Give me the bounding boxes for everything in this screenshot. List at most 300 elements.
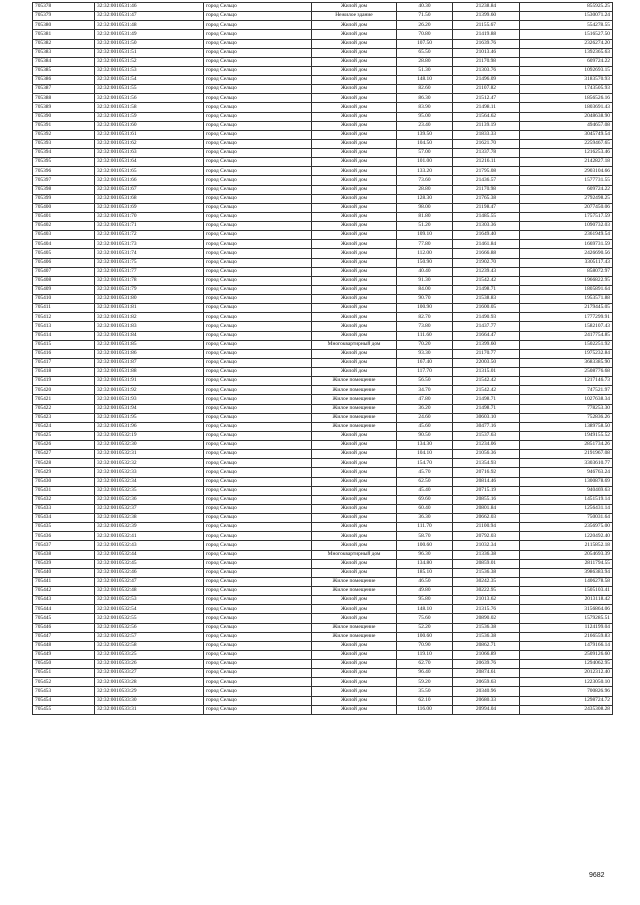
row-number-cell: 705420 [33, 386, 95, 395]
unit-value-cell: 21498.71 [453, 404, 520, 413]
unit-value-cell: 21234.06 [453, 441, 520, 450]
area-cell: 34.70 [397, 386, 453, 395]
area-cell: 96.30 [397, 550, 453, 559]
cadastral-value-cell: 2142827.18 [520, 158, 613, 167]
cadastral-number-cell: 32:32:0010531:74 [95, 249, 204, 258]
locality-cell: город Сельцо [204, 614, 312, 623]
cadastral-value-cell: 2326274.20 [520, 39, 613, 48]
unit-value-cell: 20639.76 [453, 660, 520, 669]
unit-value-cell: 20662.03 [453, 514, 520, 523]
object-type-cell: Жилой дом [312, 103, 397, 112]
area-cell: 128.30 [397, 194, 453, 203]
cadastral-value-cell: 778253.30 [520, 404, 613, 413]
object-type-cell: Жилой дом [312, 30, 397, 39]
object-type-cell: Жилой дом [312, 349, 397, 358]
unit-value-cell: 21436.57 [453, 176, 520, 185]
table-row [33, 285, 613, 294]
row-number-cell: 705435 [33, 523, 95, 532]
area-cell: 107.50 [397, 39, 453, 48]
object-type-cell: Жилое помещение [312, 623, 397, 632]
row-number-cell: 705391 [33, 121, 95, 130]
table-row [33, 377, 613, 386]
cadastral-value-cell: 1953571.88 [520, 295, 613, 304]
unit-value-cell: 21315.76 [453, 605, 520, 614]
cadastral-number-cell: 32:32:0010531:83 [95, 322, 204, 331]
cadastral-value-cell: 2012312.40 [520, 669, 613, 678]
object-type-cell: Жилой дом [312, 431, 397, 440]
table-row [33, 176, 613, 185]
cadastral-number-cell: 32:32:0010533:30 [95, 696, 204, 705]
cadastral-value-cell: 1220492.40 [520, 532, 613, 541]
area-cell: 26.20 [397, 21, 453, 30]
locality-cell: город Сельцо [204, 48, 312, 57]
object-type-cell: Жилой дом [312, 486, 397, 495]
row-number-cell: 705416 [33, 349, 95, 358]
unit-value-cell: 21795.08 [453, 167, 520, 176]
table-row [33, 295, 613, 304]
row-number-cell: 705428 [33, 459, 95, 468]
cadastral-value-cell: 700826.96 [520, 687, 613, 696]
unit-value-cell: 21496.09 [453, 76, 520, 85]
unit-value-cell: 21666.88 [453, 249, 520, 258]
unit-value-cell: 20890.02 [453, 614, 520, 623]
cadastral-value-cell: 946763.24 [520, 468, 613, 477]
unit-value-cell: 21032.34 [453, 541, 520, 550]
table-row [33, 249, 613, 258]
cadastral-number-cell: 32:32:0010531:87 [95, 358, 204, 367]
locality-cell: город Сельцо [204, 212, 312, 221]
object-type-cell: Жилой дом [312, 231, 397, 240]
area-cell: 46.50 [397, 577, 453, 586]
object-type-cell: Жилой дом [312, 194, 397, 203]
object-type-cell: Жилой дом [312, 504, 397, 513]
table-row [33, 495, 613, 504]
unit-value-cell: 21336.38 [453, 550, 520, 559]
cadastral-value-cell: 1451519.14 [520, 495, 613, 504]
table-row [33, 21, 613, 30]
table-row [33, 3, 613, 12]
cadastral-value-cell: 609724.22 [520, 57, 613, 66]
object-type-cell: Жилой дом [312, 139, 397, 148]
cadastral-number-cell: 32:32:0010531:73 [95, 240, 204, 249]
row-number-cell: 705384 [33, 57, 95, 66]
locality-cell: город Сельцо [204, 203, 312, 212]
locality-cell: город Сельцо [204, 650, 312, 659]
cadastral-value-cell: 1949155.52 [520, 431, 613, 440]
object-type-cell: Жилой дом [312, 57, 397, 66]
unit-value-cell: 30477.16 [453, 422, 520, 431]
cadastral-number-cell: 32:32:0010531:81 [95, 304, 204, 313]
locality-cell: город Сельцо [204, 130, 312, 139]
cadastral-value-cell: 2508776.68 [520, 368, 613, 377]
unit-value-cell: 21649.40 [453, 231, 520, 240]
table-row [33, 94, 613, 103]
cadastral-value-cell: 1223050.10 [520, 678, 613, 687]
cadastral-number-cell: 32:32:0010532:19 [95, 431, 204, 440]
locality-cell: город Сельцо [204, 660, 312, 669]
locality-cell: город Сельцо [204, 395, 312, 404]
table-row [33, 532, 613, 541]
row-number-cell: 705412 [33, 313, 95, 322]
object-type-cell: Жилое помещение [312, 632, 397, 641]
table-row [33, 468, 613, 477]
area-cell: 98.00 [397, 203, 453, 212]
locality-cell: город Сельцо [204, 550, 312, 559]
cadastral-number-cell: 32:32:0010532:48 [95, 587, 204, 596]
unit-value-cell: 21198.47 [453, 203, 520, 212]
locality-cell: город Сельцо [204, 450, 312, 459]
row-number-cell: 705380 [33, 21, 95, 30]
cadastral-value-cell: 2115852.18 [520, 541, 613, 550]
row-number-cell: 705430 [33, 477, 95, 486]
locality-cell: город Сельцо [204, 285, 312, 294]
cadastral-number-cell: 32:32:0010531:54 [95, 76, 204, 85]
table-row [33, 103, 613, 112]
object-type-cell: Жилой дом [312, 605, 397, 614]
cadastral-number-cell: 32:32:0010532:47 [95, 577, 204, 586]
area-cell: 167.40 [397, 358, 453, 367]
unit-value-cell: 21564.62 [453, 112, 520, 121]
cadastral-number-cell: 32:32:0010531:51 [95, 48, 204, 57]
table-row [33, 39, 613, 48]
cadastral-number-cell: 32:32:0010533:26 [95, 660, 204, 669]
cadastral-value-cell: 2361949.54 [520, 231, 613, 240]
unit-value-cell: 21066.89 [453, 650, 520, 659]
object-type-cell: Жилой дом [312, 596, 397, 605]
table-row [33, 30, 613, 39]
object-type-cell: Жилой дом [312, 130, 397, 139]
table-row [33, 705, 613, 714]
cadastral-value-cell: 1777299.91 [520, 313, 613, 322]
locality-cell: город Сельцо [204, 267, 312, 276]
object-type-cell: Жилой дом [312, 678, 397, 687]
cadastral-number-cell: 32:32:0010532:36 [95, 495, 204, 504]
object-type-cell: Жилой дом [312, 121, 397, 130]
cadastral-value-cell: 1294062.95 [520, 660, 613, 669]
row-number-cell: 705390 [33, 112, 95, 121]
row-number-cell: 705392 [33, 130, 95, 139]
row-number-cell: 705400 [33, 203, 95, 212]
cadastral-value-cell: 1217146.73 [520, 377, 613, 386]
unit-value-cell: 21498.11 [453, 103, 520, 112]
row-number-cell: 705427 [33, 450, 95, 459]
cadastral-number-cell: 32:32:0010531:72 [95, 231, 204, 240]
cadastral-number-cell: 32:32:0010531:68 [95, 194, 204, 203]
area-cell: 51.30 [397, 66, 453, 75]
row-number-cell: 705451 [33, 669, 95, 678]
locality-cell: город Сельцо [204, 21, 312, 30]
unit-value-cell: 20874.61 [453, 669, 520, 678]
locality-cell: город Сельцо [204, 623, 312, 632]
locality-cell: город Сельцо [204, 559, 312, 568]
locality-cell: город Сельцо [204, 176, 312, 185]
unit-value-cell: 21419.88 [453, 30, 520, 39]
cadastral-value-cell: 858072.97 [520, 267, 613, 276]
locality-cell: город Сельцо [204, 495, 312, 504]
table-row [33, 660, 613, 669]
object-type-cell: Жилой дом [312, 48, 397, 57]
cadastral-value-cell: 2792498.25 [520, 194, 613, 203]
locality-cell: город Сельцо [204, 276, 312, 285]
cadastral-number-cell: 32:32:0010531:59 [95, 112, 204, 121]
locality-cell: город Сельцо [204, 39, 312, 48]
object-type-cell: Жилой дом [312, 94, 397, 103]
cadastral-number-cell: 32:32:0010531:91 [95, 377, 204, 386]
cadastral-value-cell: 2356975.00 [520, 523, 613, 532]
locality-cell: город Сельцо [204, 577, 312, 586]
object-type-cell: Жилой дом [312, 295, 397, 304]
area-cell: 185.10 [397, 568, 453, 577]
object-type-cell: Жилое помещение [312, 587, 397, 596]
locality-cell: город Сельцо [204, 587, 312, 596]
cadastral-value-cell: 3183570.93 [520, 76, 613, 85]
unit-value-cell: 21238.84 [453, 3, 520, 12]
row-number-cell: 705454 [33, 696, 95, 705]
locality-cell: город Сельцо [204, 504, 312, 513]
area-cell: 95.80 [397, 596, 453, 605]
object-type-cell: Жилой дом [312, 112, 397, 121]
locality-cell: город Сельцо [204, 112, 312, 121]
unit-value-cell: 21498.71 [453, 395, 520, 404]
cadastral-value-cell: 2509126.60 [520, 650, 613, 659]
object-type-cell: Жилой дом [312, 249, 397, 258]
object-type-cell: Жилое помещение [312, 395, 397, 404]
table-row [33, 504, 613, 513]
unit-value-cell: 21337.78 [453, 149, 520, 158]
area-cell: 58.70 [397, 532, 453, 541]
cadastral-number-cell: 32:32:0010531:46 [95, 3, 204, 12]
unit-value-cell: 21536.38 [453, 623, 520, 632]
locality-cell: город Сельцо [204, 194, 312, 203]
row-number-cell: 705453 [33, 687, 95, 696]
locality-cell: город Сельцо [204, 386, 312, 395]
unit-value-cell: 21542.42 [453, 276, 520, 285]
table-row [33, 76, 613, 85]
area-cell: 73.80 [397, 322, 453, 331]
area-cell: 52.20 [397, 623, 453, 632]
object-type-cell: Жилой дом [312, 313, 397, 322]
area-cell: 62.50 [397, 477, 453, 486]
cadastral-number-cell: 32:32:0010531:84 [95, 331, 204, 340]
area-cell: 104.50 [397, 139, 453, 148]
table-row [33, 358, 613, 367]
locality-cell: город Сельцо [204, 158, 312, 167]
cadastral-number-cell: 32:32:0010531:67 [95, 185, 204, 194]
object-type-cell: Жилой дом [312, 240, 397, 249]
table-row [33, 85, 613, 94]
table-row [33, 650, 613, 659]
row-number-cell: 705394 [33, 149, 95, 158]
cadastral-number-cell: 32:32:0010531:88 [95, 368, 204, 377]
locality-cell: город Сельцо [204, 477, 312, 486]
area-cell: 93.30 [397, 349, 453, 358]
area-cell: 45.40 [397, 486, 453, 495]
object-type-cell: Жилой дом [312, 468, 397, 477]
row-number-cell: 705411 [33, 304, 95, 313]
area-cell: 117.70 [397, 368, 453, 377]
area-cell: 91.30 [397, 276, 453, 285]
row-number-cell: 705436 [33, 532, 95, 541]
table-row [33, 523, 613, 532]
cadastral-number-cell: 32:32:0010532:45 [95, 559, 204, 568]
row-number-cell: 705382 [33, 39, 95, 48]
table-row [33, 48, 613, 57]
table-row [33, 441, 613, 450]
row-number-cell: 705381 [33, 30, 95, 39]
area-cell: 83.90 [397, 103, 453, 112]
row-number-cell: 705444 [33, 605, 95, 614]
unit-value-cell: 21303.36 [453, 222, 520, 231]
area-cell: 109.10 [397, 231, 453, 240]
table-row [33, 541, 613, 550]
locality-cell: город Сельцо [204, 358, 312, 367]
locality-cell: город Сельцо [204, 377, 312, 386]
cadastral-value-cell: 554278.55 [520, 21, 613, 30]
object-type-cell: Жилой дом [312, 258, 397, 267]
locality-cell: город Сельцо [204, 66, 312, 75]
cadastral-number-cell: 32:32:0010531:94 [95, 404, 204, 413]
object-type-cell: Жилой дом [312, 203, 397, 212]
unit-value-cell: 20862.71 [453, 641, 520, 650]
table-row [33, 696, 613, 705]
cadastral-number-cell: 32:32:0010531:80 [95, 295, 204, 304]
unit-value-cell: 21537.63 [453, 431, 520, 440]
table-row [33, 450, 613, 459]
cadastral-number-cell: 32:32:0010532:54 [95, 605, 204, 614]
object-type-cell: Жилое помещение [312, 404, 397, 413]
area-cell: 47.80 [397, 395, 453, 404]
area-cell: 82.60 [397, 85, 453, 94]
table-row [33, 559, 613, 568]
cadastral-number-cell: 32:32:0010531:75 [95, 258, 204, 267]
locality-cell: город Сельцо [204, 12, 312, 21]
object-type-cell: Жилое помещение [312, 577, 397, 586]
cadastral-value-cell: 3303610.77 [520, 459, 613, 468]
area-cell: 150.90 [397, 258, 453, 267]
cadastral-value-cell: 1216253.46 [520, 149, 613, 158]
object-type-cell: Жилой дом [312, 322, 397, 331]
area-cell: 73.60 [397, 176, 453, 185]
unit-value-cell: 21170.98 [453, 57, 520, 66]
row-number-cell: 705425 [33, 431, 95, 440]
object-type-cell: Жилой дом [312, 687, 397, 696]
area-cell: 45.60 [397, 422, 453, 431]
table-row [33, 222, 613, 231]
table-row [33, 130, 613, 139]
object-type-cell: Жилой дом [312, 285, 397, 294]
locality-cell: город Сельцо [204, 139, 312, 148]
table-row [33, 121, 613, 130]
cadastral-number-cell: 32:32:0010531:58 [95, 103, 204, 112]
area-cell: 86.30 [397, 94, 453, 103]
cadastral-value-cell: 1582107.43 [520, 322, 613, 331]
table-row [33, 605, 613, 614]
row-number-cell: 705408 [33, 276, 95, 285]
locality-cell: город Сельцо [204, 167, 312, 176]
table-body [33, 3, 613, 715]
area-cell: 111.60 [397, 331, 453, 340]
object-type-cell: Жилой дом [312, 614, 397, 623]
locality-cell: город Сельцо [204, 103, 312, 112]
area-cell: 82.70 [397, 313, 453, 322]
object-type-cell: Жилой дом [312, 705, 397, 714]
object-type-cell: Жилой дом [312, 459, 397, 468]
row-number-cell: 705449 [33, 650, 95, 659]
row-number-cell: 705434 [33, 514, 95, 523]
unit-value-cell: 21538.83 [453, 295, 520, 304]
cadastral-number-cell: 32:32:0010531:70 [95, 212, 204, 221]
row-number-cell: 705424 [33, 422, 95, 431]
row-number-cell: 705421 [33, 395, 95, 404]
table-row [33, 514, 613, 523]
cadastral-number-cell: 32:32:0010533:27 [95, 669, 204, 678]
row-number-cell: 705386 [33, 76, 95, 85]
table-row [33, 66, 613, 75]
unit-value-cell: 21056.36 [453, 450, 520, 459]
cadastral-number-cell: 32:32:0010531:92 [95, 386, 204, 395]
cadastral-value-cell: 1124199.04 [520, 623, 613, 632]
table-row [33, 632, 613, 641]
area-cell: 49.80 [397, 587, 453, 596]
area-cell: 90.70 [397, 295, 453, 304]
cadastral-value-cell: 1298724.72 [520, 696, 613, 705]
object-type-cell: Жилой дом [312, 331, 397, 340]
area-cell: 112.00 [397, 249, 453, 258]
row-number-cell: 705431 [33, 486, 95, 495]
row-number-cell: 705429 [33, 468, 95, 477]
row-number-cell: 705402 [33, 222, 95, 231]
cadastral-value-cell: 1856526.16 [520, 94, 613, 103]
object-type-cell: Жилой дом [312, 650, 397, 659]
table-row [33, 149, 613, 158]
locality-cell: город Сельцо [204, 30, 312, 39]
area-cell: 36.30 [397, 514, 453, 523]
area-cell: 134.30 [397, 441, 453, 450]
area-cell: 100.60 [397, 541, 453, 550]
row-number-cell: 705385 [33, 66, 95, 75]
cadastral-value-cell: 1027638.34 [520, 395, 613, 404]
object-type-cell: Жилой дом [312, 441, 397, 450]
cadastral-value-cell: 1669731.59 [520, 240, 613, 249]
cadastral-number-cell: 32:32:0010531:71 [95, 222, 204, 231]
table-row [33, 431, 613, 440]
row-number-cell: 705398 [33, 185, 95, 194]
area-cell: 77.80 [397, 240, 453, 249]
cadastral-number-cell: 32:32:0010532:58 [95, 641, 204, 650]
table-row [33, 185, 613, 194]
row-number-cell: 705379 [33, 12, 95, 21]
row-number-cell: 705407 [33, 267, 95, 276]
unit-value-cell: 21107.82 [453, 85, 520, 94]
table-row [33, 203, 613, 212]
cadastral-value-cell: 2077450.06 [520, 203, 613, 212]
cadastral-number-cell: 32:32:0010531:62 [95, 139, 204, 148]
cadastral-number-cell: 32:32:0010532:44 [95, 550, 204, 559]
locality-cell: город Сельцо [204, 121, 312, 130]
row-number-cell: 705419 [33, 377, 95, 386]
cadastral-number-cell: 32:32:0010531:65 [95, 167, 204, 176]
object-type-cell: Жилой дом [312, 76, 397, 85]
table-row [33, 477, 613, 486]
unit-value-cell: 21437.77 [453, 322, 520, 331]
row-number-cell: 705388 [33, 94, 95, 103]
locality-cell: город Сельцо [204, 149, 312, 158]
row-number-cell: 705433 [33, 504, 95, 513]
cadastral-value-cell: 3986383.94 [520, 568, 613, 577]
cadastral-value-cell: 2013118.42 [520, 596, 613, 605]
row-number-cell: 705438 [33, 550, 95, 559]
table-row [33, 57, 613, 66]
